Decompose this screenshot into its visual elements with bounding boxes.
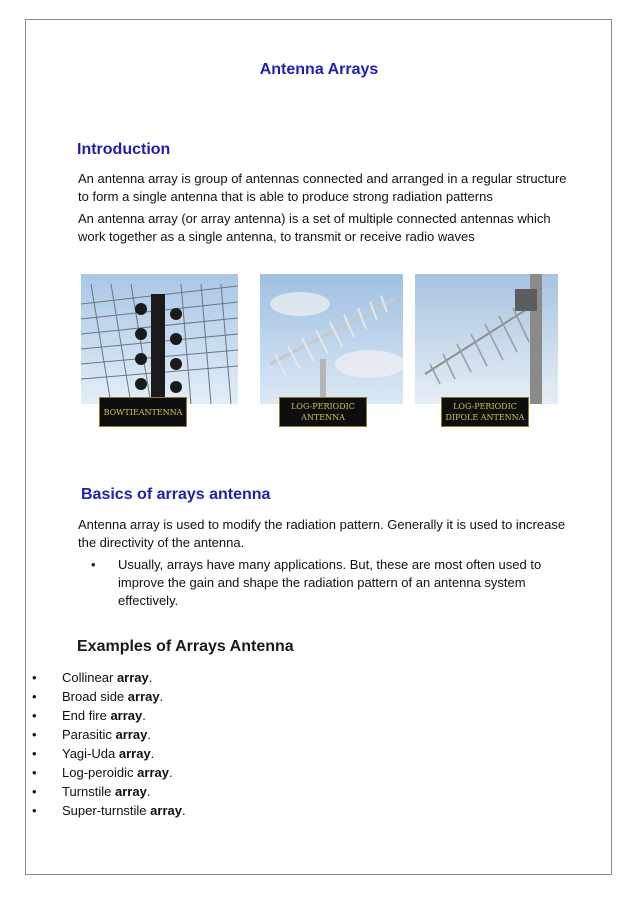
log-periodic-antenna-caption: LOG-PERIODIC ANTENNA [279, 397, 367, 427]
basics-paragraph-line-1: Antenna array is used to modify the radiation pattern. Generally it is used to increase [78, 517, 566, 532]
bullet-icon: • [32, 727, 37, 742]
intro-paragraph-2-line-1: An antenna array (or array antenna) is a set of multiple connected antennas which [78, 211, 551, 226]
bullet-icon: • [32, 784, 37, 799]
bowtie-antenna-caption: BOWTIEANTENNA [99, 397, 187, 427]
basics-bullet-item: • Usually, arrays have many applications. But, these are most often used to improve the gain and shape the radiation pattern of an antenna system effectively. [91, 557, 542, 608]
basics-heading: Basics of arrays antenna [81, 486, 271, 503]
bullet-icon: • [32, 803, 37, 818]
log-periodic-dipole-antenna-caption: LOG-PERIODIC DIPOLE ANTENNA [441, 397, 529, 427]
log-periodic-dipole-antenna-image [415, 274, 558, 404]
introduction-heading: Introduction [77, 141, 171, 158]
page-title: Antenna Arrays [259, 61, 379, 78]
log-periodic-antenna-image [260, 274, 403, 404]
bullet-icon: • [32, 765, 37, 780]
antenna-image-strip [77, 250, 562, 425]
bullet-icon: • [32, 708, 37, 723]
intro-paragraph-1-line-1: An antenna array is group of antennas connected and arranged in a regular structure [78, 171, 567, 186]
bullet-icon: • [32, 670, 37, 685]
bowtie-antenna-image [81, 274, 238, 404]
bullet-icon: • [32, 689, 37, 704]
bullet-icon: • [32, 746, 37, 761]
intro-paragraph-2-line-2: work together as a single antenna, to transmit or receive radio waves [78, 229, 475, 244]
bullet-icon: • [91, 557, 96, 572]
examples-heading: Examples of Arrays Antenna [77, 638, 294, 655]
intro-paragraph-1-line-2: to form a single antenna that is able to produce strong radiation patterns [78, 189, 493, 204]
basics-paragraph-line-2: the directivity of the antenna. [78, 535, 245, 550]
